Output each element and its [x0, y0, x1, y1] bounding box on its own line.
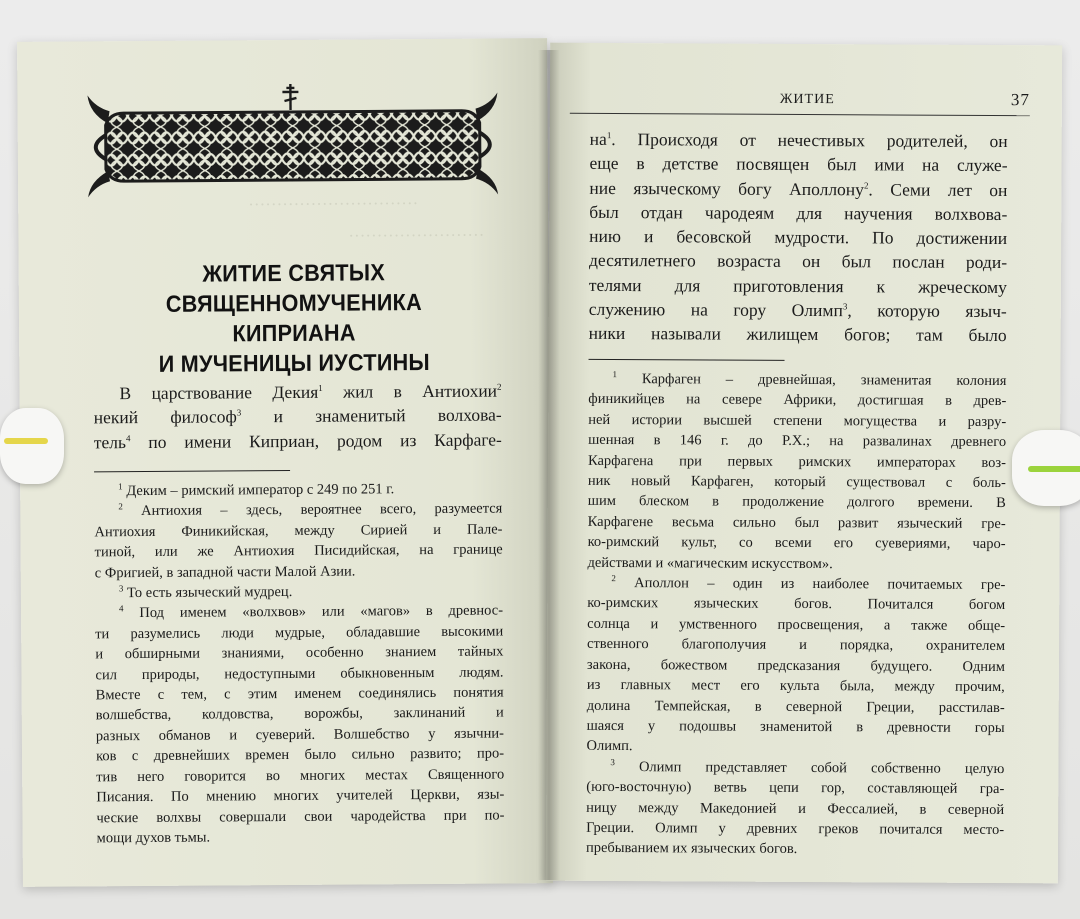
text-line: телями для приготовления к жреческому — [588, 274, 1007, 297]
footnote-line: Писания. По мнению многих учителей Церкви, язы- — [96, 786, 505, 806]
footnote-line: $^1$ Деким – римский император с 249 по 251 г. — [118, 481, 395, 500]
footnote-line: с Фригией, в западной части Малой Азии. — [94, 563, 356, 581]
footnote-divider — [589, 359, 785, 361]
running-title: ЖИТИЕ — [779, 91, 835, 108]
title-line: КИПРИАНА — [232, 319, 356, 347]
footnote-line: ственного благополучия и порядка, охранителем — [587, 636, 1006, 655]
footnote-line: ко-римских языческих богов. Почитался богом — [587, 595, 1006, 614]
page-marker-tab-left[interactable] — [0, 408, 64, 484]
orthodox-cross-icon — [282, 84, 298, 110]
footnote-line: долина Темпейская, в северной Греции, расстилав- — [586, 697, 1005, 716]
footnote-line: тив него говорится во многих местах Священного — [96, 766, 505, 786]
left-page: ………………………… …………………… ЖИТИЕ СВЯТЫХ СВЯЩЕННОМУЧЕНИКА КИПРИАНА И МУЧЕНИЦЫ ИУСТИНЫ В царствование Декия$^1$ жил в Антиохии$^2$ некий философ$^3$ и знаменитый волхова- тель$^4$ по имени Киприан, родом из Карфаге- $^1$ Деким – римский император с 249 по 251 г. $^2$ Антиохия – здесь, вероятнее всего, разумеется Антиохия Финикийская, между Сирией и Пале- тиной, или же Антиохия Писидийская, на границе с Фригией, в западной части Малой Азии. $^3$ То есть языческий мудрец. $^4$ Под именем «волхвов» или «магов» в древнос- ти разумелись люди мудрые, обладавшие высокими и обширными знаниями, особенно знанием тайных сил природы, недоступными обыкновенным людям. Вместе с тем, с этим именем соединялись понятия волшебства, колдовства, ворожбы, заклинаний и разных обманов и суеверий. Волшебство у язычни- ков с древнейших времен было сильно развито; про- тив него говорится во многих местах Священного Писания. По мнению многих учителей Церкви, язы- ческие волхвы совершали свои чародейства при по- мощи духов тьмы. — [17, 38, 553, 887]
text-line: еще в детстве посвящен был ими на служе- — [589, 153, 1008, 176]
footnote-line: волшебства, колдовства, ворожбы, заклинаний и — [95, 704, 504, 724]
footnote-line: Антиохия Финикийская, между Сирией и Пале- — [94, 521, 503, 541]
footnote-line: тиной, или же Антиохия Писидийская, на границе — [94, 541, 503, 561]
footnote-line: ко-римский культ, со всеми его суевериями, чаро- — [587, 534, 1006, 553]
body-text — [93, 378, 501, 454]
footnote-line: ческие волхвы совершали свои чародейства при по- — [96, 806, 505, 826]
footnote-line: ти разумелись люди мудрые, обладавшие высокими — [95, 623, 504, 643]
right-page — [546, 43, 1062, 884]
body-text — [589, 127, 1008, 348]
text-line: служению на гору Олимп$^3$, которую языч- — [588, 298, 1007, 322]
footnote-line: (юго-восточную) ветвь цепи гор, составляющей гра- — [586, 778, 1005, 798]
footnote-line: закона, божеством предсказания будущего. Одним — [586, 656, 1005, 675]
header-rule — [570, 113, 1030, 116]
footnote-line: из главных мест его культа была, между прочим, — [586, 676, 1005, 696]
footnote-line: ник новый Карфаген, который существовал с боль- — [587, 472, 1006, 492]
footnote-line: $^3$ То есть языческий мудрец. — [118, 583, 293, 602]
page-marker-tab-right[interactable] — [1012, 430, 1080, 506]
footnote-line: $^2$ Аполлон – один из наиболее почитаемых гре- — [611, 573, 1006, 594]
book-gutter — [538, 50, 560, 880]
footnote-line: солнца и умственного просвещения, а также обще- — [587, 615, 1006, 634]
footnote-line: $^1$ Карфаген – древнейшая, знаменитая колония — [612, 369, 1007, 390]
text-line: некий философ$^3$ и знаменитый волхова- — [93, 404, 502, 428]
footnote-line: ницу между Македонией и Фессалией, в северной — [586, 799, 1005, 818]
footnotes — [94, 478, 505, 848]
footnote-line: Карфагена при первых римских императорах воз- — [587, 452, 1007, 471]
title-line: И МУЧЕНИЦЫ ИУСТИНЫ — [158, 348, 431, 377]
footnote-line: Греции. Олимп у древних греков почитался место- — [586, 819, 1005, 838]
footnote-line: $^2$ Антиохия – здесь, вероятнее всего, разумеется — [118, 500, 503, 520]
tab-stripe — [4, 438, 48, 444]
footnote-divider — [94, 470, 290, 472]
footnote-line: $^3$ Олимп представляет собой собственно целую — [610, 756, 1005, 777]
page-number: 37 — [1010, 90, 1030, 110]
text-line: В царствование Декия$^1$ жил в Антиохии$^2$ — [119, 380, 502, 404]
page-title — [129, 257, 460, 379]
footnote-line: ней истории высшей степени могущества и разру- — [588, 411, 1007, 430]
footnote-line: и обширными знаниями, особенно знанием тайных — [95, 643, 504, 663]
text-line: тель$^4$ по имени Киприан, родом из Карфаге- — [93, 429, 502, 452]
footnote-line: ков с древнейших времен было сильно развито; про- — [95, 745, 505, 765]
footnotes — [586, 369, 1007, 861]
footnote-line: сил природы, недоступными обыкновенным людям. — [95, 664, 504, 683]
text-line: был отдан чародеям для научения волхвова- — [589, 201, 1008, 224]
footnote-line: Вместе с тем, с этим именем соединялись понятия — [95, 684, 504, 704]
footnote-line: мощи духов тьмы. — [96, 829, 211, 847]
running-header — [570, 91, 1030, 115]
text-line: ние языческому богу Аполлону$^2$. Семи лет он — [589, 177, 1008, 200]
footnote-line: $^4$ Под именем «волхвов» или «магов» в древнос- — [118, 602, 504, 622]
text-line: ники называли жилищем богов; там было — [588, 323, 1007, 346]
footnote-line: Карфагене весьма сильно был развит языческий гре- — [587, 513, 1006, 532]
footnote-line: шенная в 146 г. до Р.Х.; на развалинах древнего — [588, 432, 1007, 451]
footnote-line: действами и «магическим искусством». — [587, 554, 833, 572]
text-line: $на^1$. Происходя от нечестивых родителей, он — [589, 128, 1008, 152]
footnote-line: финикийцев на севере Африки, достигшая в древ- — [588, 391, 1007, 410]
footnote-line: пребыванием их языческих богов. — [585, 840, 798, 858]
title-line: СВЯЩЕННОМУЧЕНИКА — [165, 289, 423, 317]
footnote-line: разных обманов и суеверий. Волшебство у язычни- — [95, 725, 504, 745]
footnote-line: шаяся у подошвы знаменитой в древности горы — [586, 717, 1005, 736]
title-line: ЖИТИЕ СВЯТЫХ — [202, 259, 386, 287]
text-line: десятилетнего возраста он был послан роди- — [589, 250, 1008, 273]
tab-stripe — [1028, 466, 1080, 472]
footnote-line: шим блеском в продолжение долгого времени. В — [587, 493, 1006, 512]
footnote-line: Олимп. — [586, 738, 633, 755]
text-line: нию и бесовской мудрости. По достижении — [589, 226, 1008, 249]
celtic-knot-ornament — [83, 80, 502, 201]
